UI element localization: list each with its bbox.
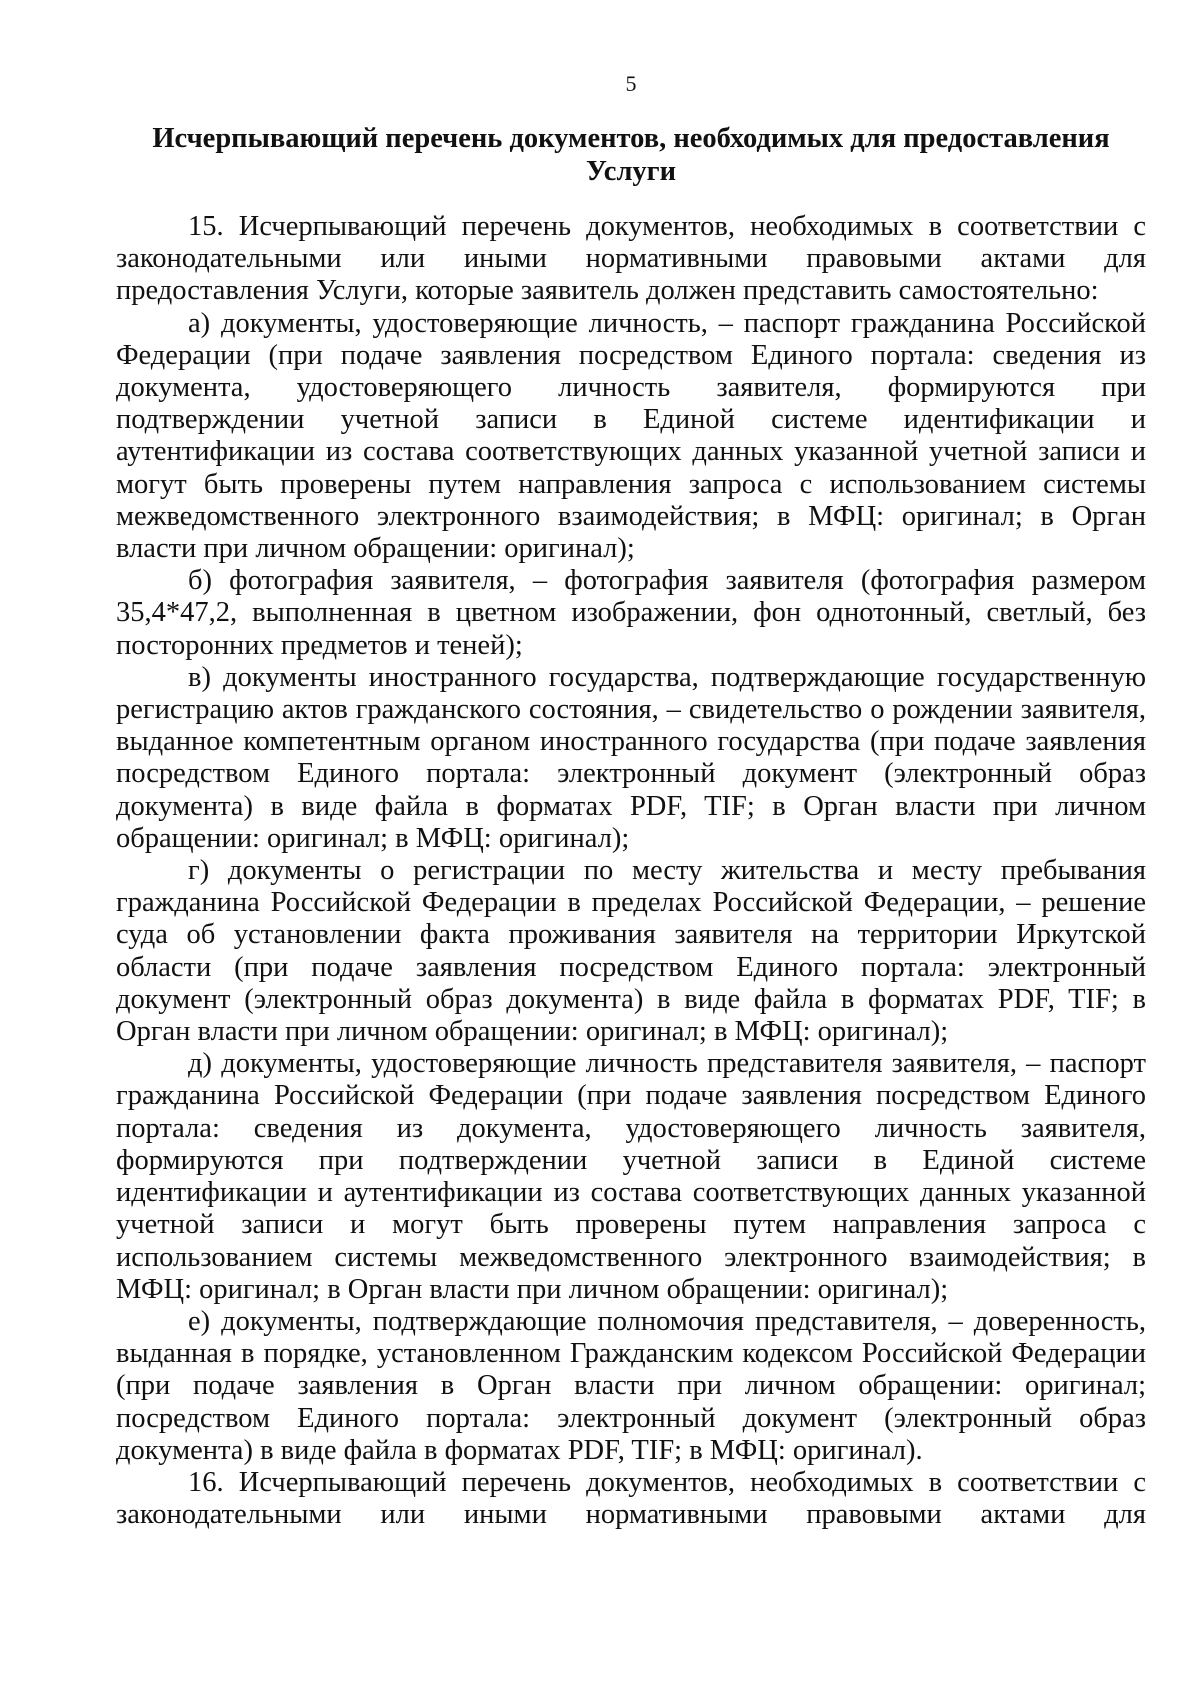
paragraph-15-v: в) документы иностранного государства, подтверждающие государственную регистрацию актов гражданского состояния, – свидетельство о рождении заявителя, выданное компетентным органом иностранного государства (при подаче заявления посредством Единого портала: электронный документ (электронный образ документа) в виде файла в форматах PDF, TIF; в Орган власти при личном обращении: оригинал; в МФЦ: оригинал); [116,661,1146,854]
paragraph-15-a: а) документы, удостоверяющие личность, – паспорт гражданина Российской Федерации (при подаче заявления посредством Единого портала: сведения из документа, удостоверяющего личность заявителя, формируются при подтверждении учетной записи в Единой системе идентификации и аутентификации из состава соответствующих данных указанной учетной записи и могут быть проверены путем направления запроса с использованием системы межведомственного электронного взаимодействия; в МФЦ: оригинал; в Орган власти при личном обращении: оригинал); [116,307,1146,565]
document-body [116,211,1146,1531]
paragraph-16: 16. Исчерпывающий перечень документов, необходимых в соответствии с законодательными или иными нормативными правовыми актами для [116,1466,1146,1531]
section-heading: Исчерпывающий перечень документов, необходимых для предоставления Услуги [152,123,1110,187]
paragraph-15-e: е) документы, подтверждающие полномочия представителя, – доверенность, выданная в порядке, установленном Гражданским кодексом Российской Федерации (при подаче заявления в Орган власти при личном обращении: оригинал; посредством Единого портала: электронный документ (электронный образ документа) в виде файла в форматах PDF, TIF; в МФЦ: оригинал). [116,1305,1146,1466]
paragraph-15-b: б) фотография заявителя, – фотография заявителя (фотография размером 35,4*47,2, выполненная в цветном изображении, фон однотонный, светлый, без посторонних предметов и теней); [116,565,1146,661]
paragraph-15-g: г) документы о регистрации по месту жительства и месту пребывания гражданина Российской Федерации в пределах Российской Федерации, – решение суда об установлении факта проживания заявителя на территории Иркутской области (при подаче заявления посредством Единого портала: электронный документ (электронный образ документа) в виде файла в форматах PDF, TIF; в Орган власти при личном обращении: оригинал; в МФЦ: оригинал); [116,855,1146,1048]
page-number: 5 [625,71,637,96]
paragraph-15: 15. Исчерпывающий перечень документов, необходимых в соответствии с законодательными или иными нормативными правовыми актами для предоставления Услуги, которые заявитель должен представить самостоятельно: [116,211,1146,307]
paragraph-15-d: д) документы, удостоверяющие личность представителя заявителя, – паспорт гражданина Российской Федерации (при подаче заявления посредством Единого портала: сведения из документа, удостоверяющего личность заявителя, формируются при подтверждении учетной записи в Единой системе идентификации и аутентификации из состава соответствующих данных указанной учетной записи и могут быть проверены путем направления запроса с использованием системы межведомственного электронного взаимодействия; в МФЦ: оригинал; в Орган власти при личном обращении: оригинал); [116,1048,1146,1305]
